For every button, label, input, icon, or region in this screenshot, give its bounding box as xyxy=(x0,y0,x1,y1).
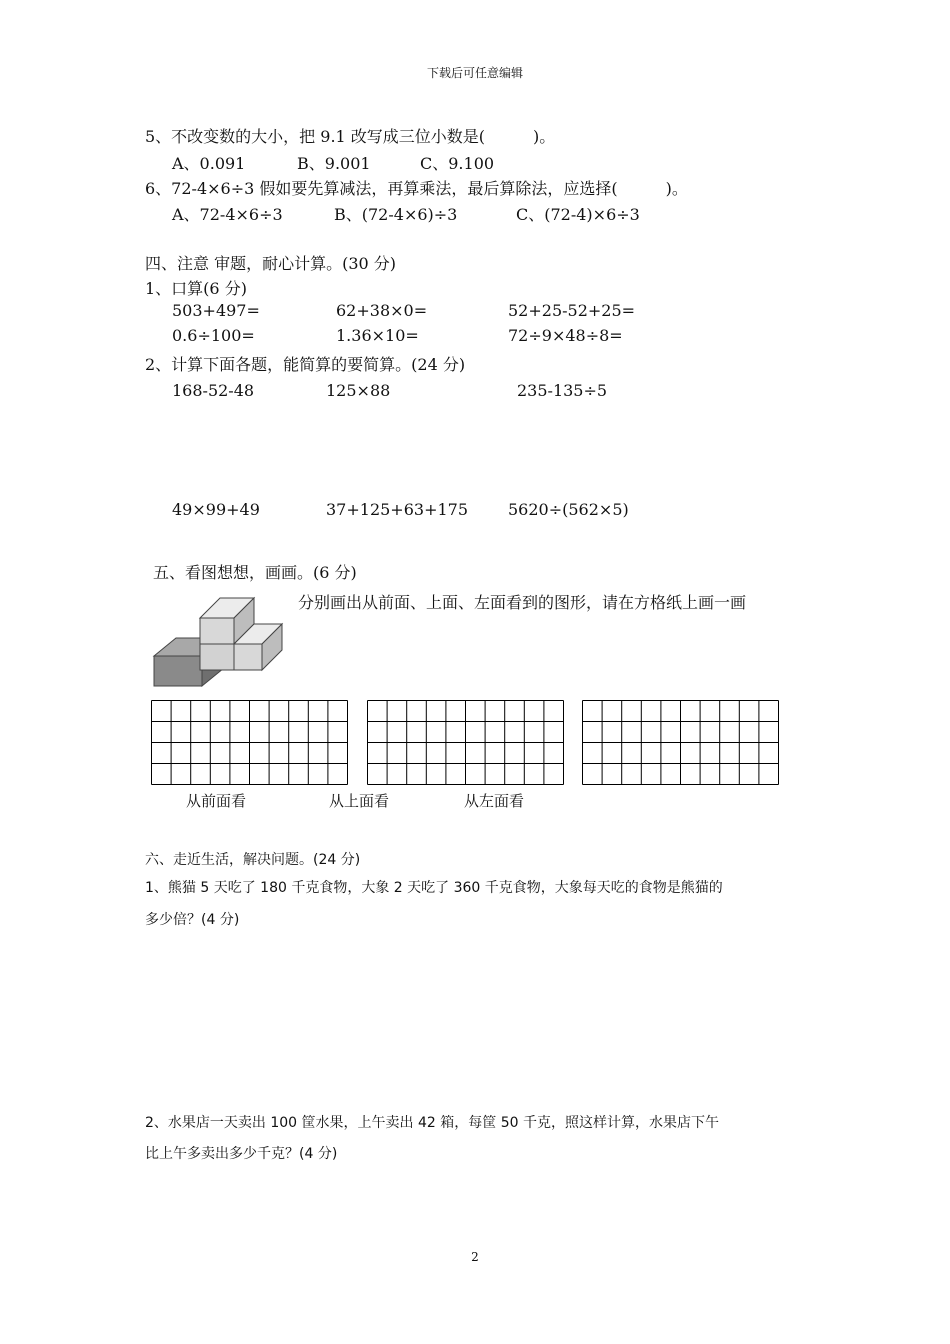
calc-item: 5620÷(562×5) xyxy=(508,500,629,519)
question-5: 5、不改变数的大小，把 9.1 改写成三位小数是( )。 xyxy=(145,127,556,146)
calc-item: 168-52-48 xyxy=(172,381,255,400)
problem-2-line-2: 比上午多卖出多少千克？(4 分) xyxy=(145,1146,338,1162)
q6-option-b: B、(72-4×6)÷3 xyxy=(334,205,458,224)
section-4-sub-1: 1、口算(6 分) xyxy=(145,279,247,298)
section-5-instruction: 分别画出从前面、上面、左面看到的图形，请在方格纸上画一画 xyxy=(298,593,747,612)
section-5-title: 五、看图想想，画画。(6 分) xyxy=(153,563,357,582)
grid-label-left: 从左面看 xyxy=(464,792,525,810)
q5-option-c: C、9.100 xyxy=(420,154,495,173)
q6-option-c: C、(72-4)×6÷3 xyxy=(516,205,640,224)
page-number: 2 xyxy=(471,1250,479,1264)
oral-item: 52+25-52+25= xyxy=(508,301,636,320)
page-header: 下载后可任意编辑 xyxy=(426,66,523,80)
section-6-title: 六、走近生活，解决问题。(24 分) xyxy=(145,852,361,868)
q6-option-a: A、72-4×6÷3 xyxy=(172,205,283,224)
oral-item: 503+497= xyxy=(172,301,260,320)
oral-item: 1.36×10= xyxy=(336,326,419,345)
oral-item: 62+38×0= xyxy=(336,301,428,320)
question-6: 6、72-4×6÷3 假如要先算减法，再算乘法，最后算除法，应选择( )。 xyxy=(145,179,688,198)
problem-2-line-1: 2、水果店一天卖出 100 筐水果，上午卖出 42 箱，每筐 50 千克，照这样计算，水果店下午 xyxy=(145,1115,719,1131)
oral-item: 0.6÷100= xyxy=(172,326,255,345)
grid-top[interactable] xyxy=(367,700,565,786)
section-4-sub-2: 2、计算下面各题，能简算的要简算。(24 分) xyxy=(145,355,466,374)
calc-item: 125×88 xyxy=(326,381,391,400)
q5-option-a: A、0.091 xyxy=(172,154,246,173)
problem-1-line-1: 1、熊猫 5 天吃了 180 千克食物，大象 2 天吃了 360 千克食物，大象每天吃的食物是熊猫的 xyxy=(145,880,723,896)
grid-front[interactable] xyxy=(151,700,349,786)
problem-1-line-2: 多少倍？(4 分) xyxy=(145,912,240,928)
cube-stack-figure xyxy=(150,592,290,690)
q5-option-b: B、9.001 xyxy=(297,154,371,173)
section-4-title: 四、注意 审题，耐心计算。(30 分) xyxy=(145,254,397,273)
grid-label-top: 从上面看 xyxy=(329,792,390,810)
calc-item: 49×99+49 xyxy=(172,500,260,519)
calc-item: 235-135÷5 xyxy=(517,381,608,400)
calc-item: 37+125+63+175 xyxy=(326,500,469,519)
oral-item: 72÷9×48÷8= xyxy=(508,326,623,345)
grid-label-front: 从前面看 xyxy=(186,792,247,810)
grid-left[interactable] xyxy=(582,700,780,786)
